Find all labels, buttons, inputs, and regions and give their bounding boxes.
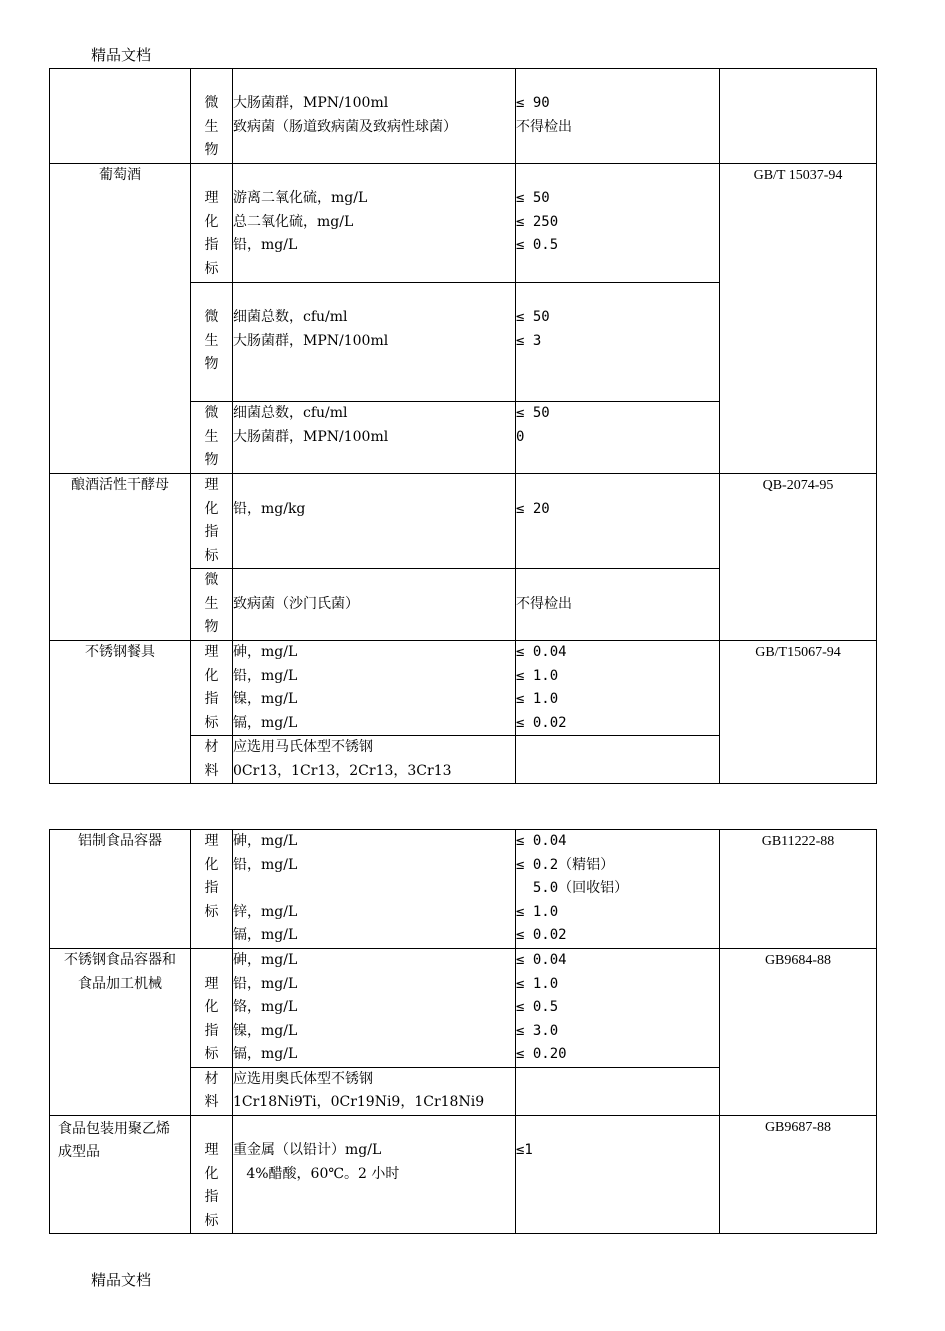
- limits-cell: ≤ 0.04 ≤ 1.0 ≤ 1.0 ≤ 0.02: [516, 641, 720, 736]
- standard-cell: GB/T 15037-94: [720, 164, 877, 474]
- product-cell: 酿酒活性干酵母: [50, 474, 191, 641]
- limits-cell: ≤ 0.04 ≤ 0.2（精铝） 5.0（回收铝） ≤ 1.0 ≤ 0.02: [516, 830, 720, 949]
- category-cell: 理 化 指 标: [191, 830, 233, 949]
- limits-cell: ≤ 50 ≤ 3: [516, 283, 720, 402]
- items-cell: 大肠菌群，MPN/100ml 致病菌（肠道致病菌及致病性球菌）: [233, 69, 516, 164]
- limits-cell: 不得检出: [516, 569, 720, 641]
- category-cell: 理 化 指 标: [191, 641, 233, 736]
- items-cell: 细菌总数，cfu/ml 大肠菌群，MPN/100ml: [233, 402, 516, 474]
- category-cell: 理 化 指 标: [191, 164, 233, 283]
- product-cell: [50, 69, 191, 164]
- limits-cell: [516, 736, 720, 784]
- limits-cell: ≤ 0.04 ≤ 1.0 ≤ 0.5 ≤ 3.0 ≤ 0.20: [516, 949, 720, 1068]
- category-cell: 微 生 物: [191, 283, 233, 402]
- table-row: [50, 474, 877, 569]
- limits-cell: ≤ 20: [516, 474, 720, 569]
- items-cell: 致病菌（沙门氏菌）: [233, 569, 516, 641]
- standard-cell: GB11222-88: [720, 830, 877, 949]
- standards-table-2: [49, 829, 877, 1234]
- product-cell: 不锈钢食品容器和 食品加工机械: [50, 949, 191, 1116]
- table-row: [50, 949, 877, 1068]
- limits-cell: [516, 1067, 720, 1115]
- table-row: [50, 69, 877, 164]
- standard-cell: GB/T15067-94: [720, 641, 877, 784]
- limits-cell: ≤ 50 ≤ 250 ≤ 0.5: [516, 164, 720, 283]
- items-cell: 应选用奥氏体型不锈钢 1Cr18Ni9Ti，0Cr19Ni9，1Cr18Ni9: [233, 1067, 516, 1115]
- standard-cell: GB9687-88: [720, 1115, 877, 1234]
- category-cell: 理 化 指 标: [191, 474, 233, 569]
- items-cell: 细菌总数，cfu/ml 大肠菌群，MPN/100ml: [233, 283, 516, 402]
- items-cell: 砷，mg/L 铅，mg/L 镍，mg/L 镉，mg/L: [233, 641, 516, 736]
- page-footer-text: 精品文档: [91, 1271, 152, 1289]
- product-cell: 食品包装用聚乙烯 成型品: [50, 1115, 191, 1234]
- category-cell: 理 化 指 标: [191, 949, 233, 1068]
- limits-cell: ≤ 50 0: [516, 402, 720, 474]
- standard-cell: QB-2074-95: [720, 474, 877, 641]
- items-cell: 砷，mg/L 铅，mg/L 锌，mg/L 镉，mg/L: [233, 830, 516, 949]
- product-cell: 不锈钢餐具: [50, 641, 191, 784]
- category-cell: 微 生 物: [191, 569, 233, 641]
- standard-cell: GB9684-88: [720, 949, 877, 1116]
- category-cell: 理 化 指 标: [191, 1115, 233, 1234]
- items-cell: 游离二氧化硫，mg/L 总二氧化硫，mg/L 铅，mg/L: [233, 164, 516, 283]
- category-cell: 材 料: [191, 736, 233, 784]
- limits-cell: ≤1: [516, 1115, 720, 1234]
- items-cell: 应选用马氏体型不锈钢 0Cr13，1Cr13，2Cr13，3Cr13: [233, 736, 516, 784]
- items-cell: 砷，mg/L 铅，mg/L 铬，mg/L 镍，mg/L 镉，mg/L: [233, 949, 516, 1068]
- table-row: [50, 830, 877, 949]
- items-cell: 重金属（以铅计）mg/L 4%醋酸，60℃。2 小时: [233, 1115, 516, 1234]
- limits-cell: ≤ 90 不得检出: [516, 69, 720, 164]
- product-cell: 铝制食品容器: [50, 830, 191, 949]
- table-row: [50, 164, 877, 283]
- product-cell: 葡萄酒: [50, 164, 191, 474]
- page-header-text: 精品文档: [91, 46, 152, 64]
- items-cell: 铅，mg/kg: [233, 474, 516, 569]
- table-row: [50, 641, 877, 736]
- standard-cell: [720, 69, 877, 164]
- category-cell: 材 料: [191, 1067, 233, 1115]
- standards-table-1: [49, 68, 877, 784]
- category-cell: 微 生 物: [191, 402, 233, 474]
- table-row: [50, 1115, 877, 1234]
- category-cell: 微 生 物: [191, 69, 233, 164]
